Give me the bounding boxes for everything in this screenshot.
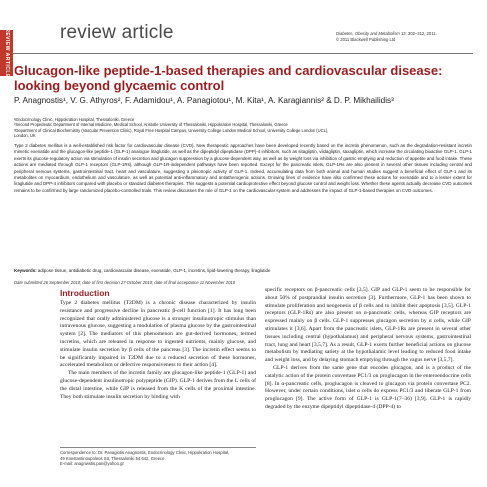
- submission-dates: Date submitted 26 September 2010; date of first decision 27 October 2010; date of final acceptance 11 November 2010: [14, 280, 236, 285]
- article-title: Glucagon-like peptide-1-based therapies and cardiovascular disease: looking beyond glycaemic control: [14, 63, 443, 93]
- intro-paragraph-1: Type 2 diabetes mellitus (T2DM) is a chronic disease characterized by insulin resistance and progressive decline in pancreatic β-cell function [1]. It has long been recognized that orally administered glucose is a stronger insulinotropic stimulus than intravenous glucose, suggesting a modulation of plasma glucose by the gastrointestinal system [2]. The mediators of this phenomenon are gut-derived hormones, termed incretins, which are released in response to ingested nutrients, mainly glucose, and stimulate insulin secretion by β cells of the pancreas [3]. The incretin effect seems to be significantly impaired in T2DM due to a reduced secretion of these hormones, accelerated metabolism or defective responsiveness to their action [4].: [60, 300, 256, 369]
- correspondence: [60, 450, 256, 467]
- keywords: [14, 268, 472, 274]
- correspondence-line-1: Correspondence to: Dr. Panagiotis Anagnostis, Endocrinology Clinic, Hippokration Hospital,: [60, 450, 230, 455]
- keywords-text: adipose tissue, antidiabetic drug, cardiovascular disease, exenatide, GLP-1, incretins, lipid-lowering therapy, liraglutide: [36, 268, 271, 273]
- affiliation-2: ²Second Propedeutic Department of Internal Medicine, Medical School, Aristotle University of Thessaloniki, Hippokration Hospital, Thessaloniki, Greece: [14, 122, 288, 128]
- affiliations: [14, 117, 472, 138]
- affiliation-3: ³Department of Clinical Biochemistry (Vascular Prevention Clinic), Royal Free Hospital Campus, University College London Medical School, University College London (UCL),: [14, 127, 329, 133]
- review-article-tab: [0, 30, 13, 76]
- correspondence-line-2: 49 Konstantinoupoleos Str, Thessaloniki 54 642, Greece.: [60, 455, 166, 461]
- journal-copyright: © 2011 Blackwell Publishing Ltd: [336, 37, 396, 42]
- abstract: Type 2 diabetes mellitus is a well-established risk factor for cardiovascular disease (CVD). New therapeutic approaches have been developed recently based on the incretin phenomenon, such as the degradation-resistant incretin mimetic exenatide and the glucagon-like peptide-1 (GLP-1) analogue liraglutide, as well as the dipeptidyl dipeptidase (DPP)-4 inhibitors, such as sitagliptin, vildagliptin, saxagliptin, which increase the circulating bioactive GLP-1. GLP-1 exerts its glucose-regulatory action via stimulation of insulin secretion and glucagon suppression by a glucose-dependent way, as well as by weight loss via inhibition of gastric emptying and reduction of appetite and food intake. These actions are mediated through GLP-1 receptors (GLP-1Rs), although GLP-1R-independent pathways have been reported. Except for the pancreatic islets, GLP-1Rs are also present in several other tissues including central and peripheral nervous systems, gastrointestinal tract, heart and vasculature, suggesting a pleiotropic activity of GLP-1. Indeed, accumulating data from both animal and human studies suggest a beneficial effect of GLP-1 and its metabolites on myocardium, endothelium and vasculature, as well as potential anti-inflammatory and antiatherogenic actions. Growing lines of evidence have also confirmed these actions for exenatide and to a lesser extent for liraglutide and DPP-4 inhibitors compared with placebo or standard diabetes therapies. This suggests a potential cardioprotective effect beyond glucose control and weight loss. Whether these agents actually decrease CVD outcomes remains to be confirmed by large randomized placebo-controlled trials. This review discusses the role of GLP-1 on the cardiovascular system and addresses the impact of GLP-1-based therapies on CVD outcomes.: [14, 143, 472, 193]
- right-paragraph-1: specific receptors on β-pancreatic cells [3,5]. GIP and GLP-1 seem to be responsible for about 50% of postprandial insulin secretion [3]. Furthermore, GLP-1 has been shown to stimulate proliferation and neogenesis of β cells and to inhibit their apoptosis [3,5]. GLP-1 receptors (GLP-1Rs) are also present on α-pancreatic cells, whereas GIP receptors are expressed mainly on β cells. GLP-1 suppresses glucagon secretion by α cells, while GIP stimulates it [3,6]. Apart from the pancreatic islets, GLP-1Rs are present in several other tissues including central (hypothalamus) and peripheral nervous systems, gastrointestinal tract, lung and heart [3,5,7]. As a result, GLP-1 exerts further beneficial actions on glucose metabolism by mediating satiety at the hypothalamic level leading to reduced food intake and weight loss, and by delaying stomach emptying through the vagus nerve [3,5,7].: [265, 287, 471, 364]
- body-column-left: [60, 300, 256, 401]
- section-label: review article: [60, 22, 174, 43]
- keywords-label: Keywords:: [14, 268, 37, 273]
- right-paragraph-2: GLP-1 derives from the same gene that encodes glucagon, and is a product of the catalytic action of the protein convertase PC1/3 on proglucagon in the enteroendocrine cells [8]. In α-pancreatic cells, proglucagon is cleaved to glucagon via protein convertase PC2. However, under certain conditions, islet α cells do express PC1/3 and liberate GLP-1 from proglucagon [9]. The active form of GLP-1 is GLP-1(7–36) [3,9]. GLP-1 is rapidly degraded by the enzyme dipeptidyl dipeptidase-4 (DPP-4) to: [265, 364, 471, 410]
- footnote-divider: [60, 447, 256, 448]
- affiliation-3-cont: London, UK: [14, 132, 36, 138]
- header-divider: [13, 53, 473, 54]
- correspondence-email: E-mail: anagnwstis.pan@yahoo.gr: [60, 461, 124, 467]
- affiliation-1: ¹Endocrinology Clinic, Hippokration Hospital, Thessaloniki, Greece: [14, 117, 135, 122]
- intro-paragraph-2: The main members of the incretin family are glucagon-like peptide-1 (GLP-1) and glucose-dependent insulinotropic polypeptide (GIP). GLP-1 derives from the L cells of the distal intestine, while GIP is released from the K cells of the proximal intestine. They both stimulate insulin secretion by binding with: [60, 370, 256, 400]
- journal-volume: 13: 302–312, 2011.: [399, 31, 437, 36]
- author-list: P. Anagnostis¹, V. G. Athyros², F. Adamidou¹, A. Panagiotou¹, M. Kita¹, A. Karagiannis² & D. P. Mikhailidis³: [14, 96, 394, 105]
- body-column-right: [265, 287, 471, 412]
- journal-name: Diabetes, Obesity and Metabolism: [336, 31, 400, 36]
- review-article-tab-label: REVIEW ARTICLE: [3, 28, 10, 78]
- journal-info: [336, 31, 466, 43]
- intro-heading: Introduction: [60, 288, 110, 298]
